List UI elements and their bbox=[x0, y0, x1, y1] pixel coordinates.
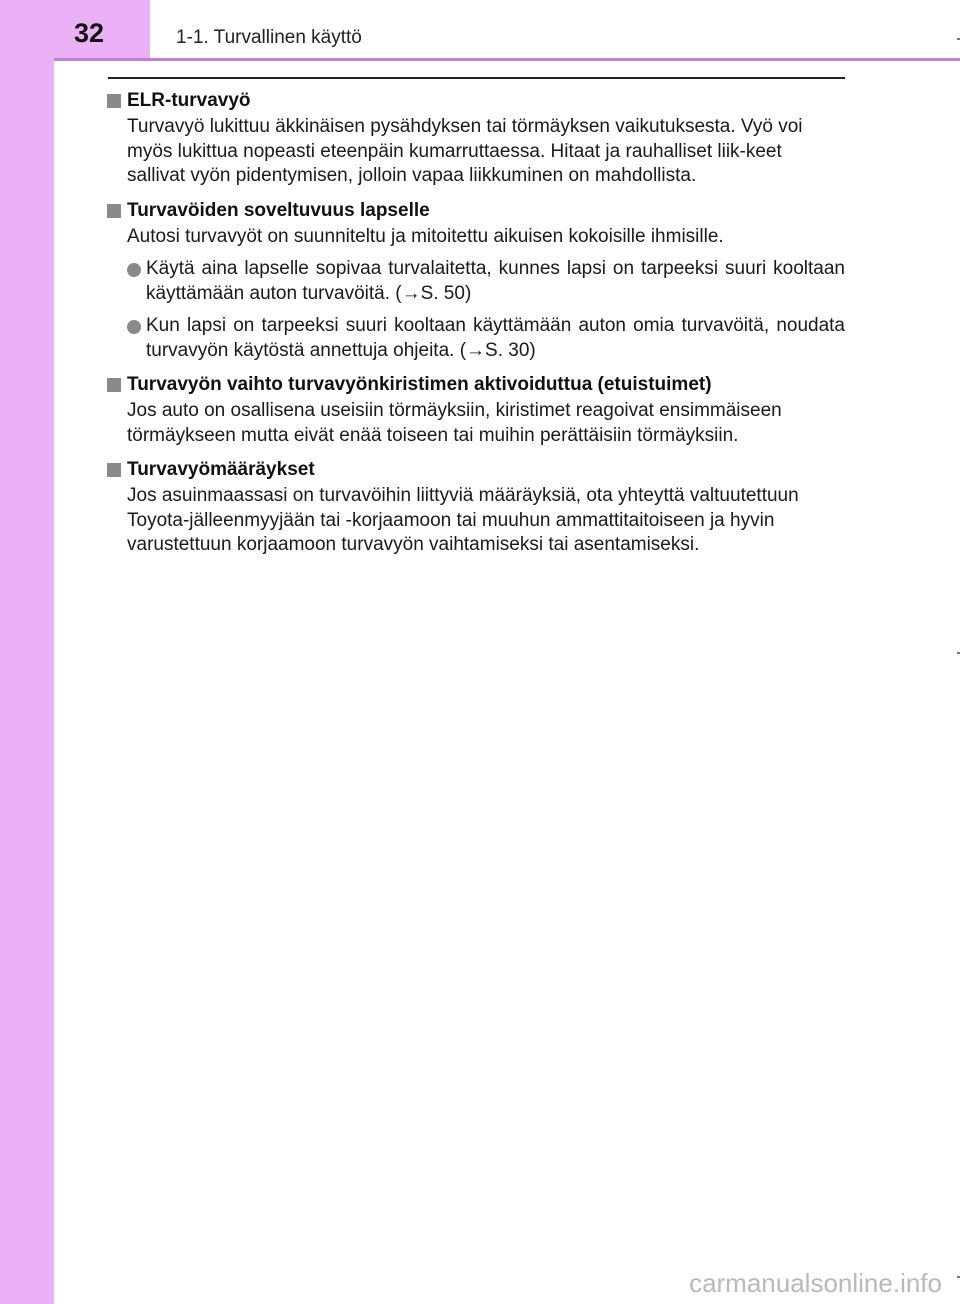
section-paragraph: Autosi turvavyöt on suunniteltu ja mitoitettu aikuisen kokoisille ihmisille. bbox=[127, 225, 724, 247]
list-item-text: Kun lapsi on tarpeeksi suuri kooltaan käyttämään auton omia turvavöitä, noudata turvavyön käytöstä annettuja ohjeita. (→S. 30) bbox=[146, 315, 845, 361]
section-heading bbox=[107, 458, 845, 482]
section-heading bbox=[107, 89, 845, 113]
section-title: 1-1. Turvallinen käyttö bbox=[176, 27, 362, 48]
list-item bbox=[127, 314, 845, 363]
list-item bbox=[127, 257, 845, 306]
header-divider bbox=[54, 58, 960, 61]
watermark: carmanualsonline.info bbox=[689, 1268, 942, 1298]
page-number: 32 bbox=[74, 18, 105, 48]
section-heading bbox=[107, 199, 845, 223]
section-heading-text: ELR-turvavyö bbox=[127, 90, 251, 111]
section-heading-text: Turvavyön vaihto turvavyönkiristimen aktivoiduttua (etuistuimet) bbox=[127, 374, 712, 395]
circle-bullet-icon bbox=[127, 263, 141, 277]
page-content bbox=[107, 89, 845, 568]
section-paragraph: Jos auto on osallisena useisiin törmäyksiin, kiristimet reagoivat ensimmäiseen törmäykseen mutta eivät enää toiseen tai muihin perättäisiin törmäyksiin. bbox=[127, 400, 782, 446]
circle-bullet-icon bbox=[127, 320, 141, 334]
section-child-suitability bbox=[107, 199, 845, 364]
square-bullet-icon bbox=[107, 463, 121, 477]
section-heading-text: Turvavyömääräykset bbox=[127, 459, 315, 480]
section-paragraph: Jos asuinmaassasi on turvavöihin liittyviä määräyksiä, ota yhteyttä valtuutettuun Toyota-jälleenmyyjään tai -korjaamoon tai muuhun ammattitaitoiseen ja hyvin varustettuun korjaamoon turvavyön vaihtamiseksi tai asentamiseksi. bbox=[127, 485, 799, 555]
square-bullet-icon bbox=[107, 94, 121, 108]
section-regulations bbox=[107, 458, 845, 558]
top-rule bbox=[108, 77, 845, 79]
section-elr bbox=[107, 89, 845, 189]
square-bullet-icon bbox=[107, 378, 121, 392]
section-pretensioner-replacement bbox=[107, 373, 845, 448]
list-item-text: Käytä aina lapselle sopivaa turvalaitetta, kunnes lapsi on tarpeeksi suuri kooltaan käyttämään auton turvavöitä. (→S. 50) bbox=[146, 258, 845, 304]
square-bullet-icon bbox=[107, 204, 121, 218]
section-paragraph: Turvavyö lukittuu äkkinäisen pysähdyksen tai törmäyksen vaikutuksesta. Vyö voi myös lukittua nopeasti eteenpäin kumarruttaessa. Hitaat ja rauhalliset liik-keet sallivat vyön pidentymisen, jolloin vapaa liikkuminen on mahdollista. bbox=[127, 116, 803, 186]
section-heading-text: Turvavöiden soveltuvuus lapselle bbox=[127, 199, 430, 221]
page-sidebar bbox=[0, 0, 54, 1304]
section-heading bbox=[107, 373, 845, 397]
